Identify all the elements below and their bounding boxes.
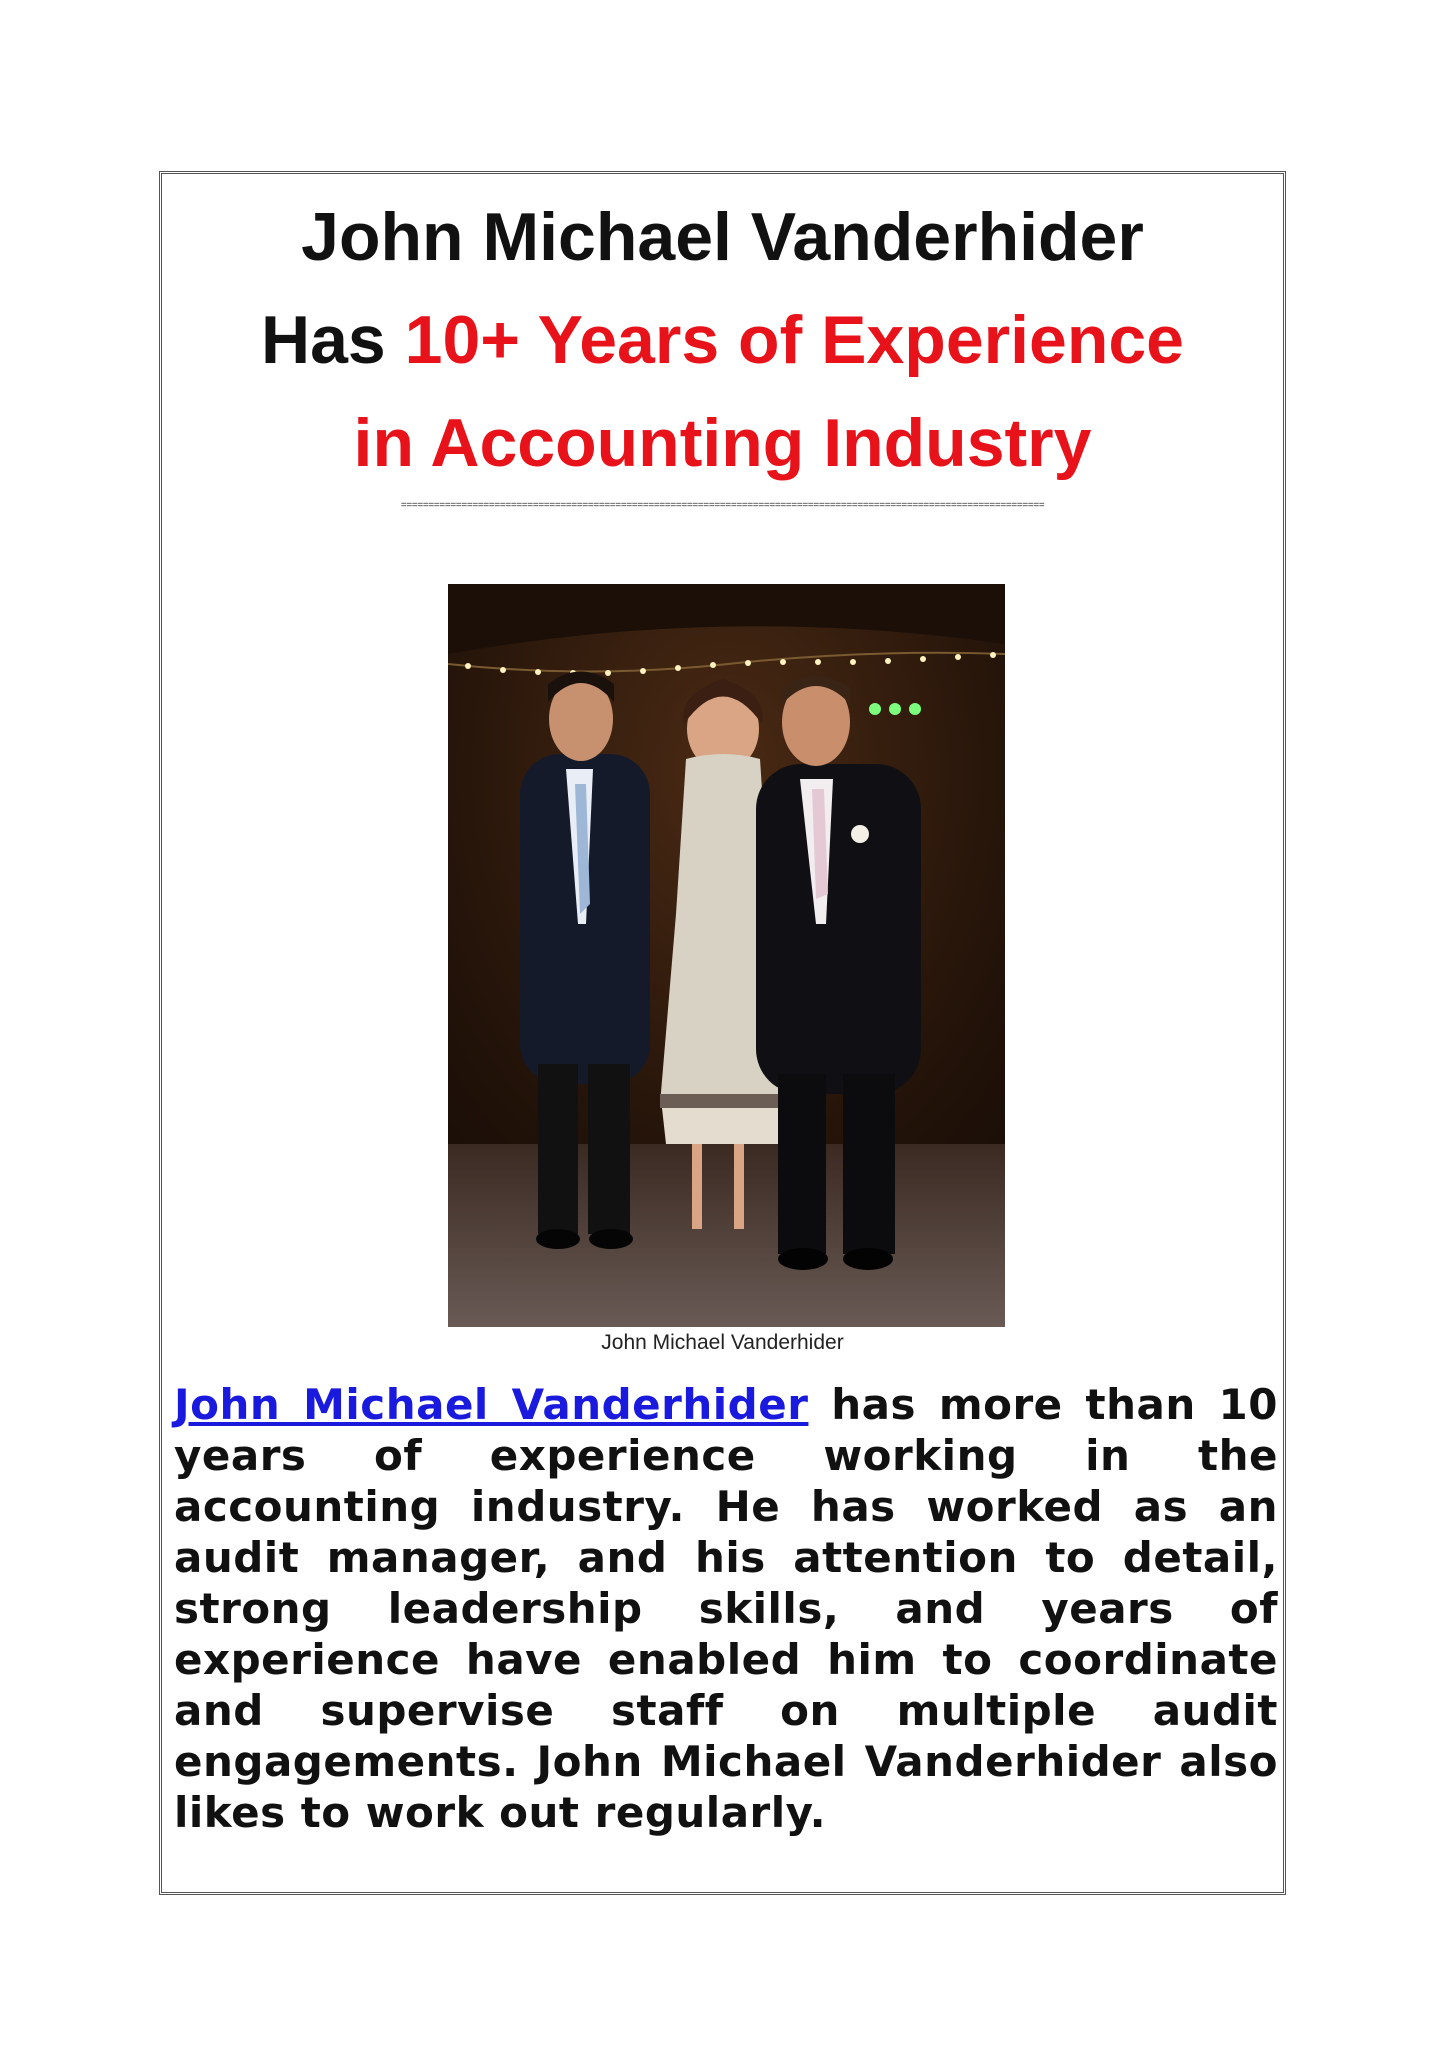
body-text-content: has more than 10 years of experience working in the accounting industry. He has worked as an audit manager, and his attention to detail, strong leadership skills, and years of experience have enabled him to coordinate and supervise staff on multiple audit engagements. John Michael Vanderhider also likes to work out regularly. [174, 1380, 1278, 1837]
page-frame [159, 171, 1286, 1895]
photo-caption: John Michael Vanderhider [601, 1331, 844, 1354]
page-title [162, 186, 1283, 495]
name-link[interactable]: John Michael Vanderhider [174, 1380, 809, 1429]
title-highlight: 10+ Years of Experience [404, 302, 1185, 378]
event-photo [448, 584, 1005, 1327]
title-line-2-prefix: Has [260, 302, 405, 378]
photo-illustration [448, 584, 1005, 1327]
divider-line: ===================================================================================================================== [400, 501, 1045, 512]
title-line-1: John Michael Vanderhider [301, 199, 1144, 275]
title-line-2 [162, 289, 1283, 392]
title-line-3: in Accounting Industry [353, 405, 1092, 481]
body-paragraph [174, 1379, 1278, 1838]
